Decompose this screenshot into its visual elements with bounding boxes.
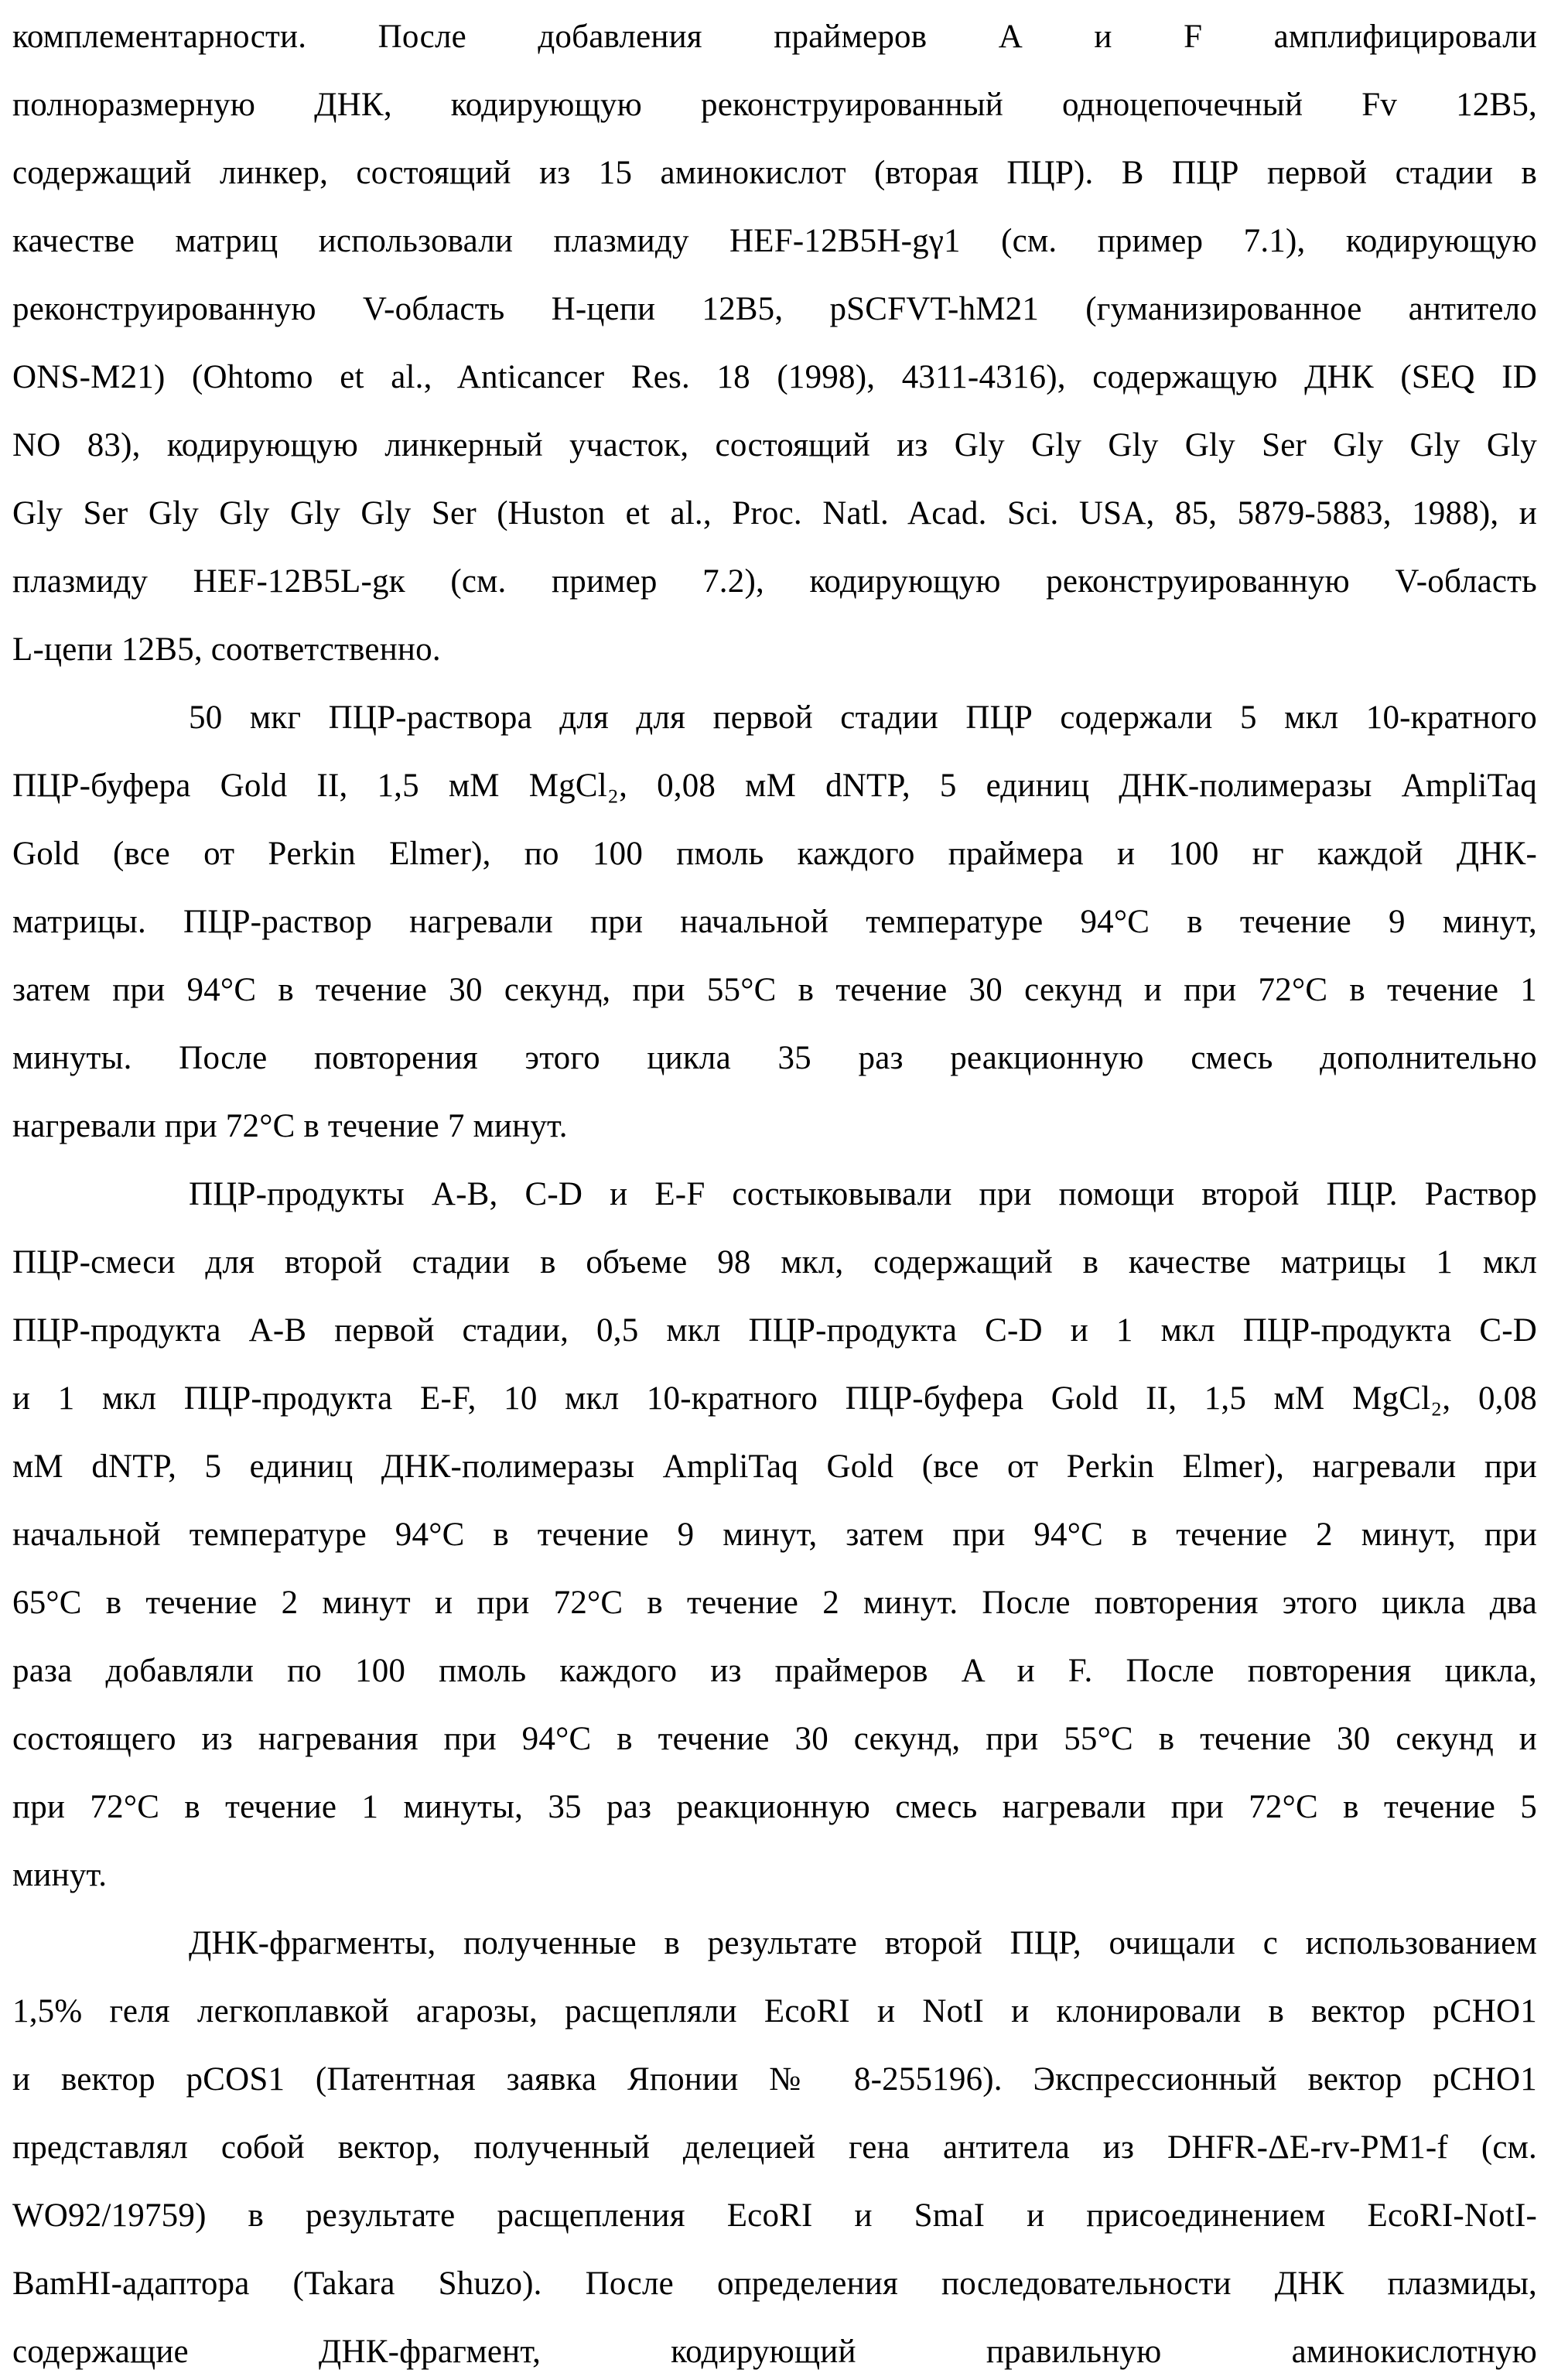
- text-line: начальной температуре 94°C в течение 9 минут, затем при 94°C в течение 2 минут, при: [12, 1517, 1537, 1553]
- text-line: ПЦР-продукты A-B, C-D и E-F состыковывали при помощи второй ПЦР. Раствор: [189, 1176, 1537, 1212]
- text-line: Gly Ser Gly Gly Gly Gly Ser (Huston et al., Proc. Natl. Acad. Sci. USA, 85, 5879-5883, 1988), и: [12, 495, 1537, 532]
- text-line: ПЦР-смеси для второй стадии в объеме 98 мкл, содержащий в качестве матрицы 1 мкл: [12, 1244, 1537, 1281]
- text-line: ПЦР-продукта A-B первой стадии, 0,5 мкл ПЦР-продукта C-D и 1 мкл ПЦР-продукта C-D: [12, 1312, 1537, 1349]
- text-line: раза добавляли по 100 пмоль каждого из праймеров A и F. После повторения цикла,: [12, 1653, 1537, 1689]
- text-line: ДНК-фрагменты, полученные в результате второй ПЦР, очищали с использованием: [189, 1925, 1537, 1961]
- text-line: представлял собой вектор, полученный делецией гена антитела из DHFR-ΔE-rv-PM1-f (см.: [12, 2129, 1537, 2166]
- text-line: содержащие ДНК-фрагмент, кодирующий правильную аминокислотную: [12, 2334, 1537, 2370]
- text-line: реконструированную V-область H-цепи 12B5, pSCFVT-hM21 (гуманизированное антитело: [12, 291, 1537, 327]
- text-line: 65°C в течение 2 минут и при 72°C в течение 2 минут. После повторения этого цикла два: [12, 1585, 1537, 1621]
- text-line: при 72°C в течение 1 минуты, 35 раз реакционную смесь нагревали при 72°C в течение 5: [12, 1789, 1537, 1825]
- text-line: полноразмерную ДНК, кодирующую реконструированный одноцепочечный Fv 12B5,: [12, 87, 1537, 123]
- text-line: плазмиду HEF-12B5L-gк (см. пример 7.2), кодирующую реконструированную V-область: [12, 563, 1537, 600]
- text-line: WO92/19759) в результате расщепления EcoRI и SmaI и присоединением EcoRI-NotI-: [12, 2197, 1537, 2234]
- text-line: минуты. После повторения этого цикла 35 раз реакционную смесь дополнительно: [12, 1040, 1537, 1076]
- text-line: NO 83), кодирующую линкерный участок, состоящий из Gly Gly Gly Gly Ser Gly Gly Gly: [12, 427, 1537, 463]
- text-line: Gold (все от Perkin Elmer), по 100 пмоль каждого праймера и 100 нг каждой ДНК-: [12, 836, 1537, 872]
- text-line: состоящего из нагревания при 94°C в течение 30 секунд, при 55°C в течение 30 секунд и: [12, 1721, 1537, 1757]
- text-line: BamHI-адаптора (Takara Shuzo). После определения последовательности ДНК плазмиды,: [12, 2265, 1537, 2302]
- text-line: и 1 мкл ПЦР-продукта E-F, 10 мкл 10-кратного ПЦР-буфера Gold II, 1,5 мМ MgCl₂, 0,08: [12, 1380, 1537, 1417]
- text-line: и вектор pCOS1 (Патентная заявка Японии № 8-255196). Экспрессионный вектор pCHO1: [12, 2061, 1537, 2098]
- text-line: минут.: [12, 1857, 108, 1893]
- text-line: качестве матриц использовали плазмиду HEF-12B5H-gγ1 (см. пример 7.1), кодирующую: [12, 223, 1537, 259]
- text-line: мМ dNTP, 5 единиц ДНК-полимеразы AmpliTaq Gold (все от Perkin Elmer), нагревали при: [12, 1448, 1537, 1485]
- text-line: содержащий линкер, состоящий из 15 аминокислот (вторая ПЦР). В ПЦР первой стадии в: [12, 155, 1537, 191]
- text-line: ONS-M21) (Ohtomo et al., Anticancer Res. 18 (1998), 4311-4316), содержащую ДНК (SEQ ID: [12, 359, 1537, 395]
- text-line: комплементарности. После добавления праймеров А и F амплифицировали: [12, 19, 1537, 55]
- text-line: 1,5% геля легкоплавкой агарозы, расщепляли EcoRI и NotI и клонировали в вектор pCHO1: [12, 1993, 1537, 2029]
- text-line: L-цепи 12B5, соответственно.: [12, 631, 441, 668]
- text-line: матрицы. ПЦР-раствор нагревали при начальной температуре 94°C в течение 9 минут,: [12, 904, 1537, 940]
- text-line: 50 мкг ПЦР-раствора для для первой стадии ПЦР содержали 5 мкл 10-кратного: [189, 699, 1537, 736]
- text-line: ПЦР-буфера Gold II, 1,5 мМ MgCl₂, 0,08 мМ dNTP, 5 единиц ДНК-полимеразы AmpliTaq: [12, 768, 1537, 804]
- text-line: затем при 94°C в течение 30 секунд, при 55°C в течение 30 секунд и при 72°C в течение 1: [12, 972, 1537, 1008]
- text-line: нагревали при 72°C в течение 7 минут.: [12, 1108, 568, 1144]
